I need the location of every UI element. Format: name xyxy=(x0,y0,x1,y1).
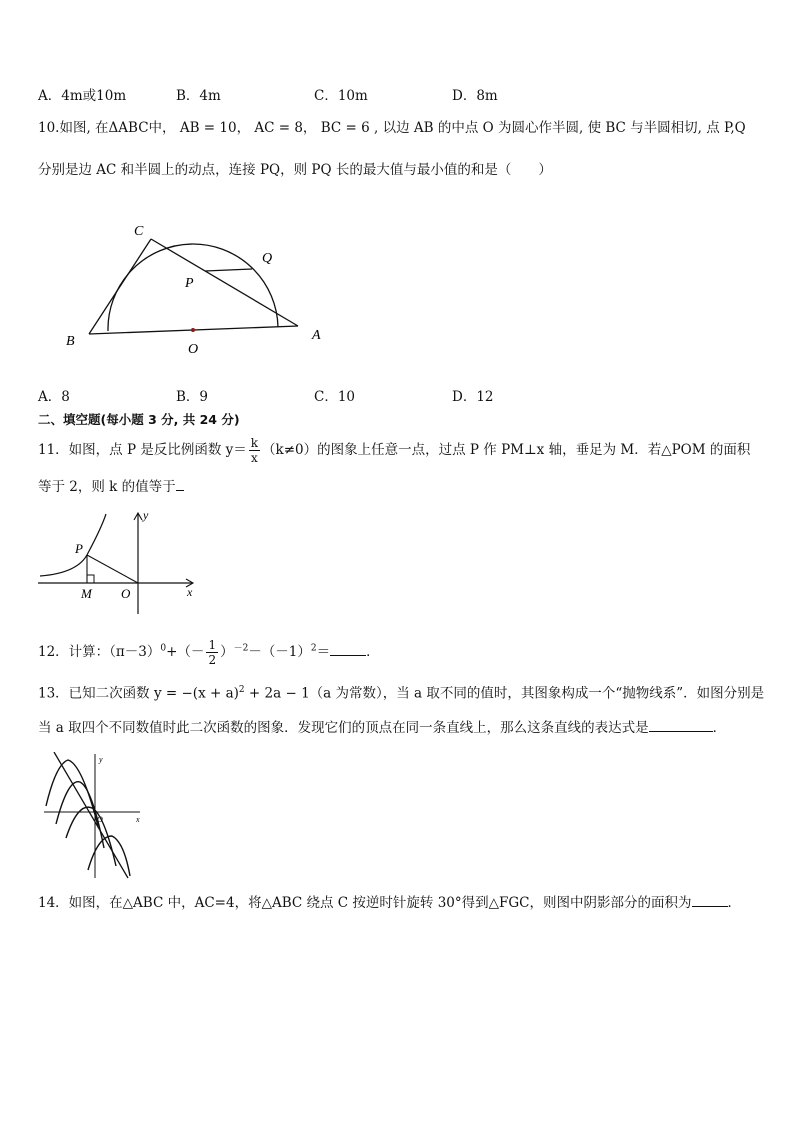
q13-text-pre: 13．已知二次函数 y = −(x + a) xyxy=(38,685,239,702)
q10-label-b: B xyxy=(66,334,75,349)
q10-option-c: C．10 xyxy=(314,389,356,405)
q11-question-line1 xyxy=(38,436,750,465)
q10-question-line1: 10.如图, 在ΔABC中， AB = 10， AC = 8， BC = 6 , 以边 AB 的中点 O 为圆心作半圆, 使 BC 与半圆相切, 点 P,Q xyxy=(38,120,746,136)
q11-figure xyxy=(36,508,201,618)
q10-option-a: A．8 xyxy=(38,389,70,405)
q11-frac-den: x xyxy=(251,451,258,465)
q12-text-mid2: ） xyxy=(220,644,234,660)
q9-option-c: C．10m xyxy=(314,88,368,104)
q11-text-line2: 等于 2，则 k 的值等于 xyxy=(38,479,176,495)
q11-fraction xyxy=(249,436,260,465)
q10-label-q: Q xyxy=(262,251,273,266)
q13-question-line1 xyxy=(38,681,764,703)
q12-text-pre: 12．计算：（π－3） xyxy=(38,644,161,660)
q11-label-p: P xyxy=(75,541,83,556)
q12-frac-num: 1 xyxy=(208,638,217,652)
q11-label-x: x xyxy=(187,585,193,599)
q13-parabola-1 xyxy=(46,760,98,826)
q11-question-line2 xyxy=(38,478,184,496)
q10-label-p: P xyxy=(185,276,194,291)
q12-exp2: 2 xyxy=(310,643,317,654)
q11-frac-num: k xyxy=(250,436,259,450)
q10-side-bc xyxy=(89,239,151,334)
q10-figure xyxy=(60,215,340,360)
q12-frac-den: 2 xyxy=(208,653,217,667)
q10-center-point xyxy=(191,328,195,332)
q13-figure xyxy=(42,752,152,880)
section-heading: 二、填空题(每小题 3 分, 共 24 分) xyxy=(38,412,240,427)
q14-text-end: ． xyxy=(727,895,741,911)
q12-text-end: ． xyxy=(366,644,380,660)
q14-question xyxy=(38,894,741,912)
q13-text-mid: + 2a − 1（a 为常数），当 a 取不同的值时，其图象构成一个“抛物线系”．如图分别是 xyxy=(244,685,765,702)
q11-text-pre: 11．如图，点 P 是反比例函数 y＝ xyxy=(38,442,247,458)
q10-question-line2: 分别是边 AC 和半圆上的动点，连接 PQ，则 PQ 长的最大值与最小值的和是（ ） xyxy=(38,162,552,178)
q11-label-y: y xyxy=(143,508,149,522)
q12-exp1: －2 xyxy=(233,643,249,654)
q13-text-line2: 当 a 取四个不同数值时此二次函数的图象．发现它们的顶点在同一条直线上，那么这条直线的表达式是 xyxy=(38,720,649,736)
q12-text-mid3: －（－1） xyxy=(248,644,311,660)
q13-label-o: O xyxy=(97,815,103,824)
q13-label-y: y xyxy=(99,755,103,764)
q13-answer-blank xyxy=(649,719,713,732)
q11-hyperbola-curve xyxy=(40,514,106,576)
q13-label-x: x xyxy=(136,815,140,824)
q13-exp: 2 xyxy=(238,685,245,695)
q11-label-m: M xyxy=(81,586,92,601)
q12-text-post: ＝ xyxy=(316,644,331,660)
q12-fraction xyxy=(206,638,218,667)
q10-label-a: A xyxy=(312,328,321,343)
q10-segment-pq xyxy=(205,269,252,271)
q12-question xyxy=(38,638,380,667)
q11-text-post: （k≠0）的图象上任意一点，过点 P 作 PM⊥x 轴，垂足为 M．若△POM 的面积 xyxy=(262,442,751,458)
q12-exp0: 0 xyxy=(160,643,167,654)
q10-side-ca xyxy=(151,239,298,326)
q9-option-d: D．8m xyxy=(452,88,498,104)
q11-answer-blank xyxy=(176,478,184,491)
q14-answer-blank xyxy=(692,894,728,907)
q9-option-b: B．4m xyxy=(176,88,221,104)
q14-text: 14．如图，在△ABC 中，AC=4，将△ABC 绕点 C 按逆时针旋转 30°得到△FGC，则图中阴影部分的面积为 xyxy=(38,895,692,911)
q13-text-end: ． xyxy=(712,720,727,736)
q10-option-d: D．12 xyxy=(452,389,494,405)
q11-label-o: O xyxy=(121,586,131,601)
q13-question-line2 xyxy=(38,719,726,737)
q11-right-angle-mark xyxy=(87,575,94,583)
q10-label-o: O xyxy=(188,342,199,357)
q11-segment-po xyxy=(87,555,138,583)
q9-option-a: A．4m或10m xyxy=(38,88,127,104)
q13-parabola-2 xyxy=(56,782,104,848)
q10-label-c: C xyxy=(134,224,144,239)
q12-text-mid1: +（－ xyxy=(166,644,205,660)
q12-answer-blank xyxy=(330,643,366,656)
q10-option-b: B．9 xyxy=(176,389,209,405)
